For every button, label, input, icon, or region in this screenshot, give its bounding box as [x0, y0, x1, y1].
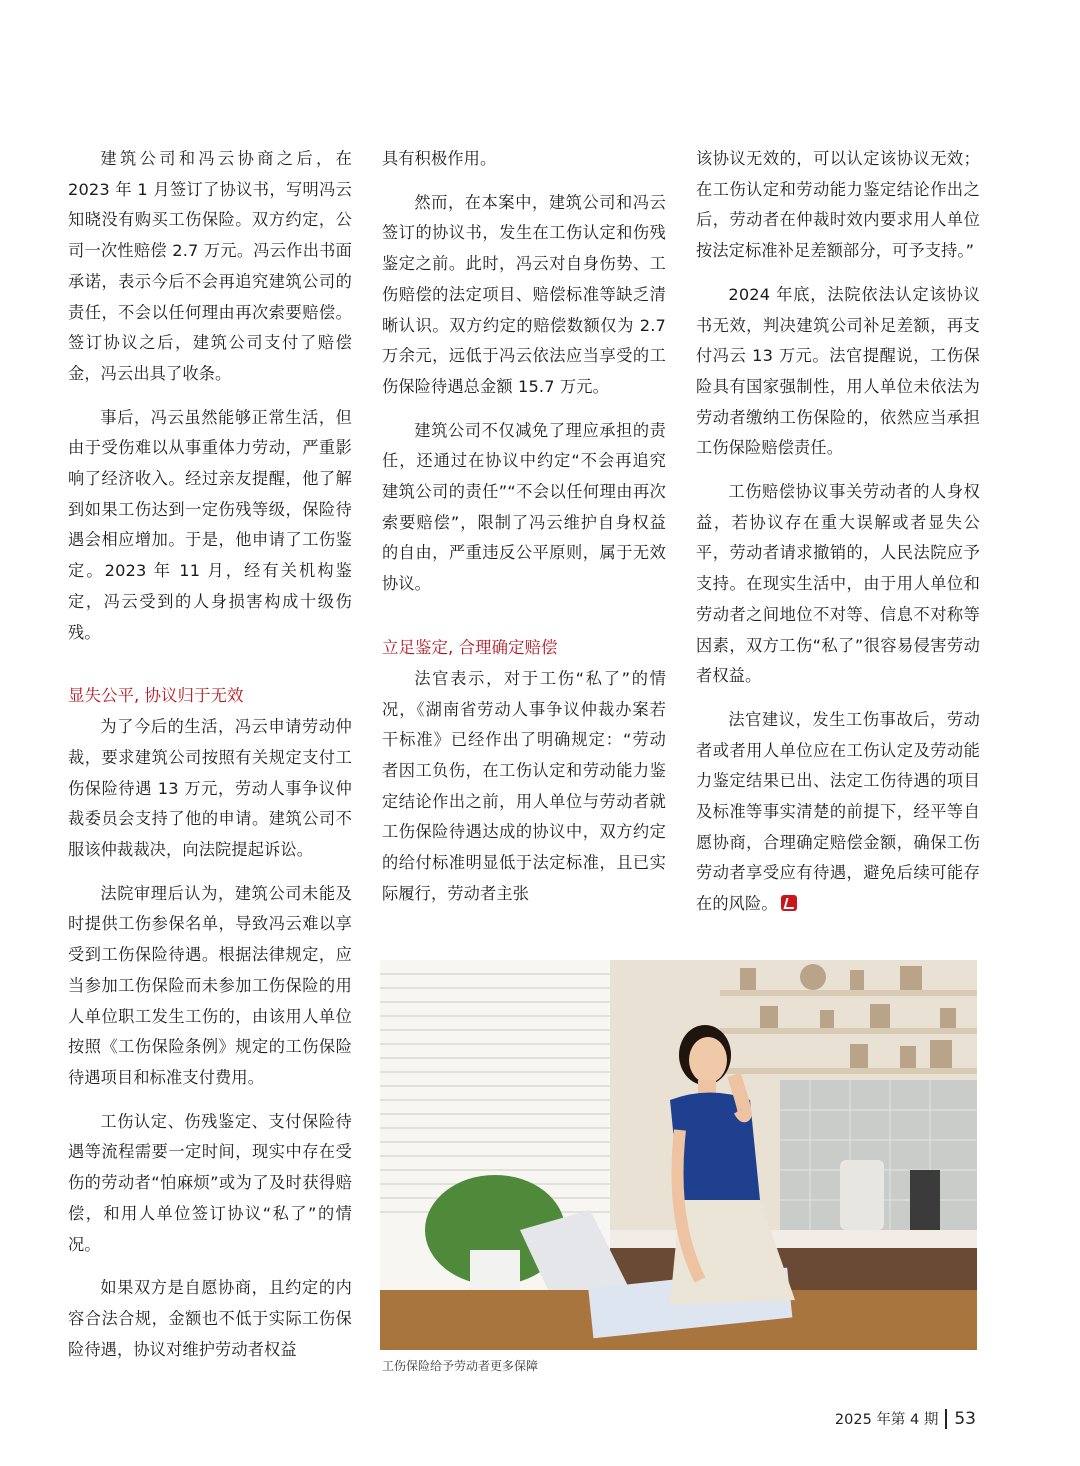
issue-label: 2025 年第 4 期: [834, 1412, 939, 1428]
article-end-mark-icon: [781, 895, 797, 911]
section-heading: 显失公平, 协议归于无效: [68, 686, 244, 706]
paragraph: 工伤认定、伤残鉴定、支付保险待遇等流程需要一定时间，现实中存在受伤的劳动者“怕麻烦”或为了及时获得赔偿，和用人单位签订协议“私了”的情况。: [68, 1111, 352, 1254]
paragraph: 工伤赔偿协议事关劳动者的人身权益，若协议存在重大误解或者显失公平，劳动者请求撤销的，人民法院应予支持。在现实生活中，由于用人单位和劳动者之间地位不对等、信息不对称等因素，双方工伤“私了”很容易侵害劳动者权益。: [696, 482, 980, 686]
paragraph-continued: 该协议无效的，可以认定该协议无效；在工伤认定和劳动能力鉴定结论作出之后，劳动者在仲裁时效内要求用人单位按法定标准补足差额部分，可予支持。”: [696, 149, 980, 261]
paragraph: 建筑公司不仅减免了理应承担的责任，还通过在协议中约定“不会再追究建筑公司的责任”“不会以任何理由再次索要赔偿”，限制了冯云维护自身权益的自由，严重违反公平原则，属于无效协议。: [382, 420, 666, 594]
article-column-2: [382, 144, 666, 922]
paragraph-continued: 具有积极作用。: [382, 149, 497, 168]
photo-illustration: [380, 960, 977, 1350]
page-footer: [835, 1408, 976, 1429]
paragraph: 2024 年底，法院依法认定该协议书无效，判决建筑公司补足差额，再支付冯云 13 万元。法官提醒说，工伤保险具有国家强制性，用人单位未依法为劳动者缴纳工伤保险的，依然应当承担工伤保险赔偿责任。: [696, 284, 980, 458]
section-heading: 立足鉴定, 合理确定赔偿: [382, 637, 558, 657]
page-number: 53: [954, 1408, 976, 1429]
paragraph: 建筑公司和冯云协商之后，在2023 年 1 月签订了协议书，写明冯云知晓没有购买工伤保险。双方约定，公司一次性赔偿 2.7 万元。冯云作出书面承诺，表示今后不会再追究建筑公司的责任，不会以任何理由再次索要赔偿。签订协议之后，建筑公司支付了赔偿金，冯云出具了收条。: [68, 149, 352, 383]
article-column-3: [696, 144, 980, 933]
paragraph-text: 法官建议，发生工伤事故后，劳动者或者用人单位应在工伤认定及劳动能力鉴定结果已出、法定工伤待遇的项目及标准等事实清楚的前提下，经平等自愿协商，合理确定赔偿金额，确保工伤劳动者享受应有待遇，避免后续可能存在的风险。: [696, 709, 980, 914]
mixer: [840, 1160, 884, 1230]
paragraph: 如果双方是自愿协商，且约定的内容合法合规，金额也不低于实际工伤保险待遇，协议对维护劳动者权益: [68, 1278, 352, 1359]
article-photo: [380, 960, 977, 1350]
paragraph: 为了今后的生活，冯云申请劳动仲裁，要求建筑公司按照有关规定支付工伤保险待遇 13 万元，劳动人事争议仲裁委员会支持了他的申请。建筑公司不服该仲裁裁决，向法院提起诉讼。: [68, 717, 352, 860]
photo-caption: 工伤保险给予劳动者更多保障: [382, 1359, 539, 1373]
paragraph-final: [696, 705, 980, 920]
paragraph: 法院审理后认为，建筑公司未能及时提供工伤参保名单，导致冯云难以享受到工伤保险待遇。根据法律规定，应当参加工伤保险而未参加工伤保险的用人单位职工发生工伤的，由该用人单位按照《工伤保险条例》规定的工伤保险待遇项目和标准支付费用。: [68, 883, 352, 1087]
article-column-1: [68, 144, 352, 1378]
paragraph: 事后，冯云虽然能够正常生活，但由于受伤难以从事重体力劳动，严重影响了经济收入。经过亲友提醒，他了解到如果工伤达到一定伤残等级，保险待遇会相应增加。于是，他申请了工伤鉴定。2023 年 11 月，经有关机构鉴定，冯云受到的人身损害构成十级伤残。: [68, 407, 352, 642]
footer-divider: [945, 1409, 947, 1429]
paragraph: 法官表示，对于工伤“私了”的情况，《湖南省劳动人事争议仲裁办案若干标准》已经作出了明确规定：“劳动者因工负伤，在工伤认定和劳动能力鉴定结论作出之前，用人单位与劳动者就工伤保险待遇达成的协议中，双方约定的给付标准明显低于法定标准，且已实际履行，劳动者主张: [382, 668, 666, 903]
paragraph: 然而，在本案中，建筑公司和冯云签订的协议书，发生在工伤认定和伤残鉴定之前。此时，冯云对自身伤势、工伤赔偿的法定项目、赔偿标准等缺乏清晰认识。双方约定的赔偿数额仅为 2.7 万余元，远低于冯云依法应当享受的工伤保险待遇总金额 15.7 万元。: [382, 192, 666, 396]
